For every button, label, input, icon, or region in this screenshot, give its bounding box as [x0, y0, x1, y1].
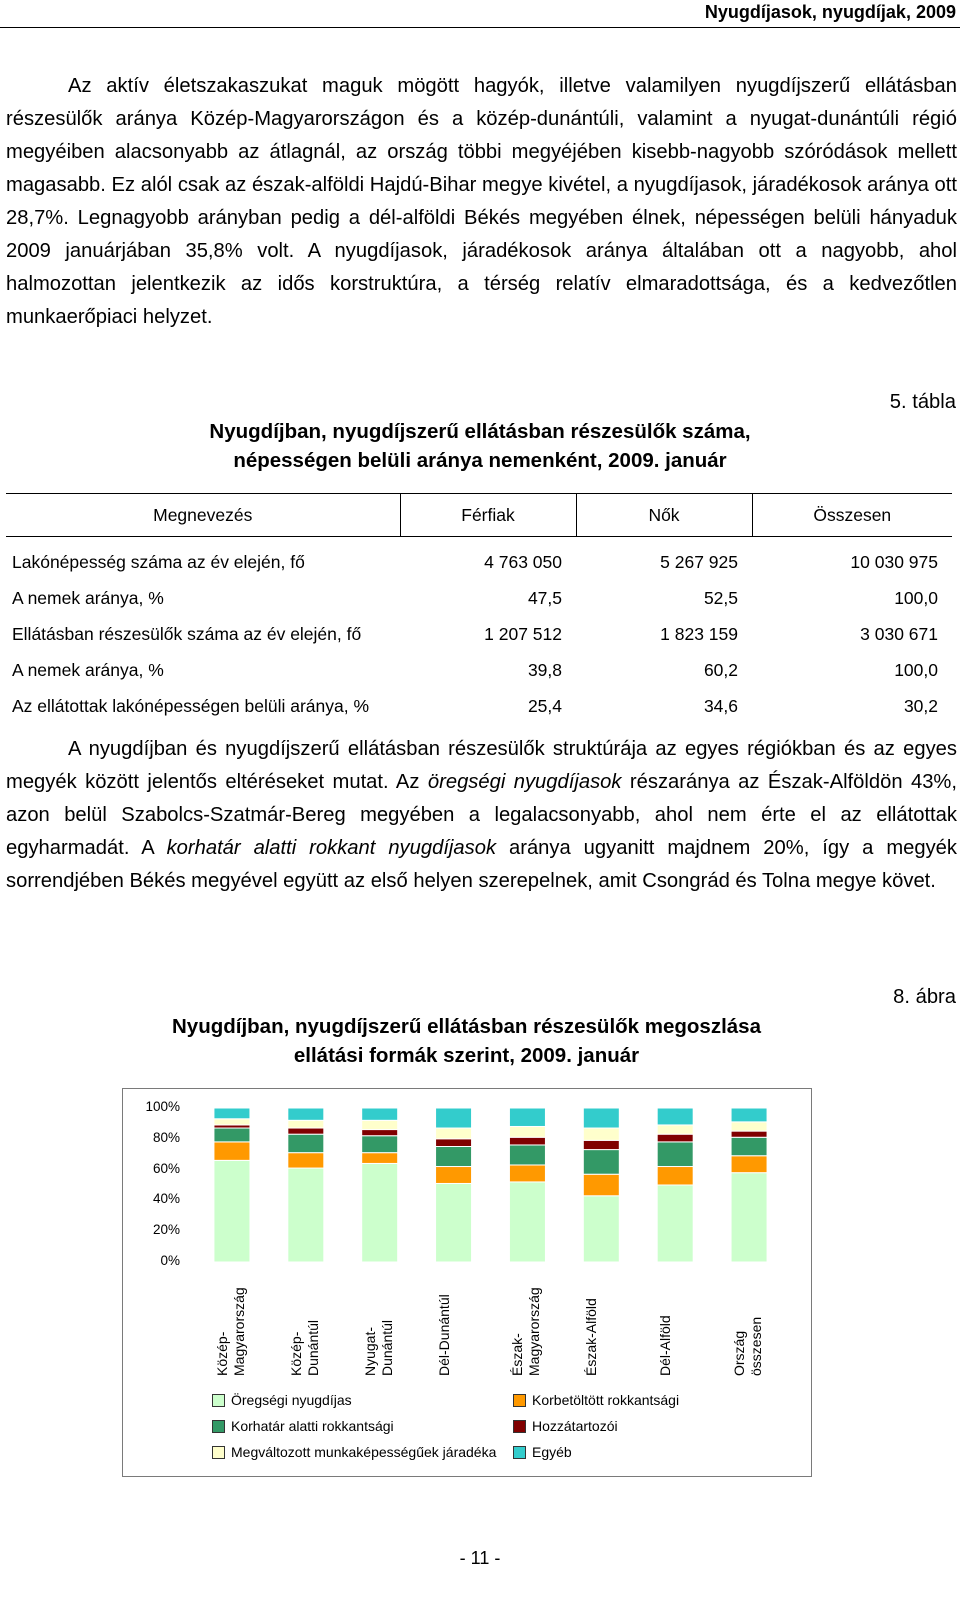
legend-swatch — [513, 1420, 526, 1433]
intro-text: Az aktív életszakaszukat maguk mögött hagyók, illetve valamilyen nyugdíjszerű ellátásban részesülők aránya Közép-Magyarországon és a közép-dunántúli, valamint a nyugat-dunántúli régió megyéiben alacsonyabb az átlagnál, az ország többi megyéjében kisebb-nagyobb szóródások mellett magasabb. Ez alól csak az észak-alföldi Hajdú-Bihar megye kivétel, a nyugdíjasok, járadékosok aránya ott 28,7%. Legnagyobb arányban pedig a dél-alföldi Békés megyében élnek, népességen belüli hányaduk 2009 januárjában 35,8% volt. A nyugdíjasok, járadékosok aránya általában ott a nagyobb, ahol halmozottan jelentkezik az idős korstruktúra, a térség relatív elmaradottsága, és a kedvezőtlen munkaerőpiaci helyzet. — [6, 75, 957, 328]
bar-segment — [657, 1167, 693, 1185]
col-header-total: Összesen — [752, 494, 952, 537]
cell-total: 100,0 — [894, 659, 938, 680]
bar-segment — [583, 1128, 619, 1140]
cell-women: 1 823 159 — [660, 623, 738, 644]
bar-segment — [509, 1182, 545, 1262]
bar-segment — [731, 1137, 767, 1155]
cell-men: 39,8 — [527, 659, 562, 680]
bar-segment — [362, 1108, 398, 1120]
legend-item — [212, 1443, 496, 1461]
legend-label: Korhatár alatti rokkantsági — [231, 1418, 394, 1434]
bar-segment — [509, 1108, 545, 1126]
bar-segment — [583, 1196, 619, 1262]
col-header-women: Nők — [576, 494, 752, 537]
bar-segment — [362, 1120, 398, 1129]
y-tick-label: 0% — [160, 1253, 180, 1268]
figure-caption-line1: Nyugdíjban, nyugdíjszerű ellátásban részesülők megoszlása — [172, 1015, 761, 1038]
y-tick-label: 60% — [152, 1160, 180, 1176]
cell-women: 5 267 925 — [660, 551, 738, 572]
table-caption-line2: népességen belüli aránya nemenként, 2009. január — [233, 449, 727, 472]
row-label: A nemek aránya, % — [12, 659, 164, 680]
x-category-label: Közép- Dunántúl — [287, 1319, 321, 1376]
row-label: Lakónépesség száma az év elején, fő — [12, 551, 305, 572]
table-number: 5. tábla — [889, 391, 956, 413]
x-category-label: Dél-Alföld — [657, 1315, 674, 1376]
row-label: A nemek aránya, % — [12, 587, 164, 608]
bar-segment — [288, 1153, 324, 1168]
legend-swatch — [212, 1394, 225, 1407]
bar-segment — [362, 1130, 398, 1136]
bar-segment — [288, 1128, 324, 1134]
col-header-men: Férfiak — [400, 494, 576, 537]
cell-total: 30,2 — [903, 695, 938, 716]
x-category-label: Ország összesen — [731, 1316, 765, 1376]
bar-segment — [288, 1134, 324, 1152]
bar-segment — [362, 1136, 398, 1153]
bar-segment — [509, 1165, 545, 1182]
cell-men: 47,5 — [527, 587, 562, 608]
bar-segment — [731, 1173, 767, 1262]
legend-label: Öregségi nyugdíjas — [231, 1392, 352, 1408]
y-tick-label: 20% — [152, 1222, 180, 1238]
y-tick-label: 40% — [152, 1191, 180, 1207]
cell-total: 3 030 671 — [860, 623, 938, 644]
legend-swatch — [513, 1446, 526, 1459]
legend-item — [212, 1391, 352, 1409]
bar-segment — [436, 1128, 472, 1139]
bar-segment — [731, 1156, 767, 1173]
bar-segment — [214, 1142, 250, 1160]
emphasis-disability: korhatár alatti rokkant nyugdíjasok — [166, 837, 497, 859]
cell-women: 60,2 — [703, 659, 738, 680]
text-run: aránya ugyanitt majdnem 20%, így a megyék sorrendjében Békés megyével együtt az első helyen szerepelnek, amit Csongrád és Tolna megye követ. — [6, 837, 957, 892]
bar-segment — [583, 1174, 619, 1196]
bar-segment — [362, 1153, 398, 1164]
figure-number: 8. ábra — [893, 986, 956, 1008]
legend-label: Korbetöltött rokkantsági — [532, 1392, 680, 1408]
legend-item — [212, 1417, 394, 1435]
legend-swatch — [212, 1420, 225, 1433]
y-tick-label: 80% — [152, 1129, 180, 1145]
bar-segment — [583, 1108, 619, 1128]
cell-total: 10 030 975 — [850, 551, 938, 572]
bar-segment — [731, 1122, 767, 1131]
bar-segment — [214, 1119, 250, 1125]
y-tick-label: 100% — [145, 1099, 180, 1114]
bar-segment — [731, 1131, 767, 1137]
bar-segment — [509, 1126, 545, 1137]
text-run: A nyugdíjban és nyugdíjszerű ellátásban részesülők struktúrája az egyes régiókban és az egyes megyék között jelentős eltéréseket mutat. Az — [6, 738, 957, 793]
col-header-name: Megnevezés — [6, 494, 400, 537]
figure-caption-line2: ellátási formák szerint, 2009. január — [293, 1044, 640, 1067]
bar-segment — [657, 1134, 693, 1142]
bar-segment — [657, 1108, 693, 1125]
x-category-label: Észak-Alföld — [583, 1298, 600, 1376]
row-label: Ellátásban részesülők száma az év elején, fő — [12, 623, 362, 644]
cell-total: 100,0 — [894, 587, 938, 608]
bar-segment — [288, 1120, 324, 1128]
bar-segment — [214, 1160, 250, 1262]
x-category-label: Nyugat- Dunántúl — [361, 1319, 395, 1376]
bar-segment — [436, 1167, 472, 1184]
legend-label: Hozzátartozói — [532, 1418, 618, 1434]
bar-segment — [731, 1108, 767, 1122]
bar-segment — [436, 1147, 472, 1167]
legend-swatch — [513, 1394, 526, 1407]
bar-segment — [436, 1183, 472, 1262]
x-category-label: Dél-Dunántúl — [435, 1294, 452, 1376]
table-caption-line1: Nyugdíjban, nyugdíjszerű ellátásban részesülők száma, — [209, 420, 751, 443]
bar-segment — [362, 1163, 398, 1262]
row-label: Az ellátottak lakónépességen belüli aránya, % — [12, 695, 370, 716]
legend-label: Egyéb — [532, 1444, 572, 1460]
legend-item — [513, 1417, 618, 1435]
cell-men: 4 763 050 — [484, 551, 562, 572]
bar-segment — [583, 1140, 619, 1149]
bar-segment — [288, 1168, 324, 1262]
bar-segment — [583, 1150, 619, 1175]
cell-men: 25,4 — [527, 695, 562, 716]
x-category-label: Közép- Magyarország — [213, 1287, 247, 1376]
cell-women: 52,5 — [703, 587, 738, 608]
bar-segment — [657, 1185, 693, 1262]
page-number: - 11 - — [459, 1548, 501, 1568]
legend-swatch — [212, 1446, 225, 1459]
legend-item — [513, 1391, 679, 1409]
bar-segment — [436, 1108, 472, 1128]
bar-segment — [657, 1142, 693, 1167]
running-title: Nyugdíjasok, nyugdíjak, 2009 — [704, 2, 956, 22]
cell-women: 34,6 — [703, 695, 738, 716]
bar-segment — [509, 1145, 545, 1165]
legend-item — [513, 1443, 572, 1461]
x-category-label: Észak- Magyarország — [509, 1287, 543, 1376]
bar-segment — [214, 1128, 250, 1142]
bar-segment — [288, 1108, 324, 1120]
bar-segment — [657, 1125, 693, 1134]
bar-segment — [436, 1139, 472, 1147]
text-run: részaránya az Észak-Alföldön 43%, azon belül Szabolcs-Szatmár-Bereg megyében a legalacsonyabb, ahol nem érte el az ellátottak egyharmadát. A — [6, 771, 957, 859]
legend-label: Megváltozott munkaképességűek járadéka — [231, 1444, 497, 1460]
emphasis-old-age: öregségi nyugdíjasok — [427, 771, 622, 793]
cell-men: 1 207 512 — [484, 623, 562, 644]
bar-segment — [214, 1108, 250, 1119]
bar-segment — [509, 1137, 545, 1145]
